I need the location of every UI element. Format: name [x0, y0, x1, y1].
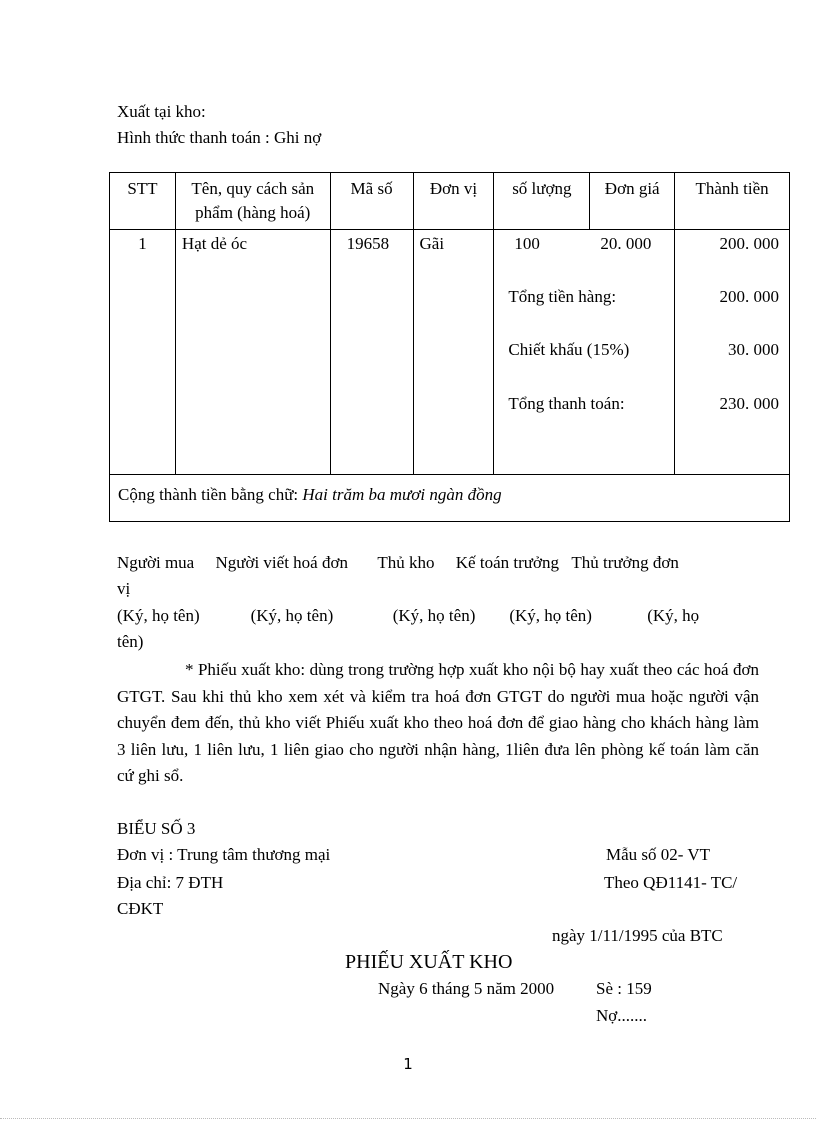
xuat-tai-kho-label: Xuất tại kho: [117, 102, 206, 121]
payment-method-label: Hình thức thanh toán : Ghi nợ [117, 128, 322, 147]
amount-cell [675, 230, 790, 475]
col-header-amount: Thành tiền [675, 173, 790, 230]
table-row [110, 230, 790, 475]
mau-so: Mẫu số 02- VT [606, 845, 711, 864]
signature-roles: Người mua Người viết hoá đơn Thủ kho Kế toán trưởng Thủ trưởng đơn [117, 553, 679, 572]
dia-chi: Địa chỉ: 7 ĐTH [117, 873, 224, 892]
summary-value-total: 230. 000 [719, 394, 779, 413]
phieu-no: Nợ....... [596, 1006, 648, 1025]
page-number: 1 [403, 1055, 413, 1073]
summary-value-discount: 30. 000 [728, 340, 779, 359]
cdkt: CĐKT [117, 899, 164, 918]
explanation-paragraph: * Phiếu xuất kho: dùng trong trường hợp xuất kho nội bộ hay xuất theo các hoá đơn GTGT. Sau khi thủ kho xem xét và kiểm tra hoá đơn GTGT do người mua hoặc người vận chuyển đem đến, thủ kho viết Phiếu xuất kho theo hoá đơn để giao hàng cho khách hàng làm 3 liên lưu, 1 liên lưu, 1 liên giao cho người nhận hàng, 1liên đưa lên phòng kế toán làm căn cứ ghi sổ. [117, 660, 759, 785]
signature-roles-wrap: vị [117, 579, 131, 598]
summary-label-subtotal: Tổng tiền hàng: [508, 287, 617, 306]
phieu-date: Ngày 6 tháng 5 năm 2000 [378, 979, 555, 998]
signature-hints-wrap: tên) [117, 632, 144, 651]
amount-in-words-row [110, 475, 790, 522]
cell-price: 20. 000 [600, 234, 652, 253]
summary-value-subtotal: 200. 000 [719, 287, 779, 306]
bieu-title: BIỂU SỐ 3 [117, 819, 196, 838]
col-header-code: Mã số [330, 173, 413, 230]
page-bottom-divider [0, 1118, 816, 1119]
cell-stt: 1 [110, 230, 176, 475]
summary-label-discount: Chiết khấu (15%) [508, 340, 630, 359]
invoice-table [109, 172, 790, 522]
phieu-number: Sè : 159 [596, 979, 652, 998]
col-header-price: Đơn giá [590, 173, 675, 230]
table-header-row [110, 173, 790, 230]
amount-in-words-label: Cộng thành tiền bằng chữ: [118, 485, 303, 504]
cell-amount: 200. 000 [719, 234, 779, 253]
amount-in-words-value: Hai trăm ba mươi ngàn đồng [302, 485, 502, 504]
col-header-stt: STT [110, 173, 176, 230]
cell-code: 19658 [330, 230, 413, 475]
don-vi: Đơn vị : Trung tâm thương mại [117, 845, 331, 864]
col-header-unit: Đơn vị [413, 173, 494, 230]
cell-unit: Gãi [413, 230, 494, 475]
signature-hints: (Ký, họ tên) (Ký, họ tên) (Ký, họ tên) (Ký, họ tên) (Ký, họ [117, 606, 700, 625]
cell-name: Hạt dẻ óc [175, 230, 330, 475]
col-header-qty: số lượng [494, 173, 590, 230]
theo-qd: Theo QĐ1141- TC/ [604, 873, 738, 892]
summary-label-total: Tổng thanh toán: [508, 394, 625, 413]
cell-qty: 100 [514, 234, 540, 253]
summary-cell [494, 230, 675, 475]
phieu-xuat-kho-title: PHIẾU XUẤT KHO [345, 951, 513, 973]
ngay-btc: ngày 1/11/1995 của BTC [552, 926, 723, 945]
col-header-name: Tên, quy cách sản phẩm (hàng hoá) [175, 173, 330, 230]
